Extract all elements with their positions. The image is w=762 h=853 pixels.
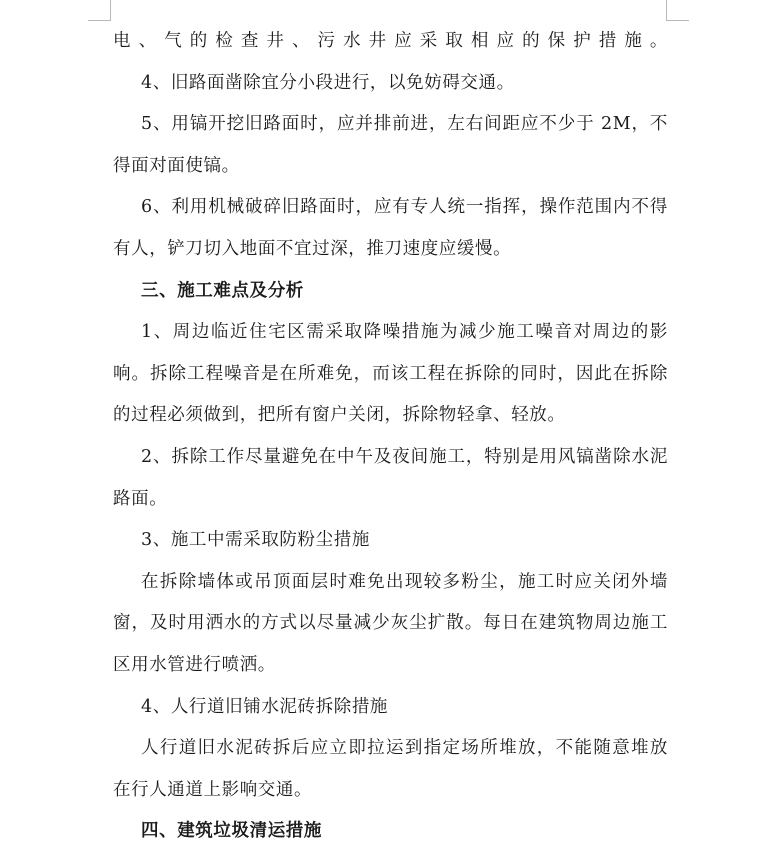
paragraph-line-13: 3、施工中需采取防粉尘措施 <box>141 530 370 551</box>
paragraph-line-14: 在拆除墙体或吊顶面层时难免出现较多粉尘，施工时应关闭外墙 <box>141 571 668 592</box>
paragraph-line-12: 路面。 <box>113 488 168 509</box>
crop-mark-left <box>88 0 111 21</box>
section-heading-3: 三、施工难点及分析 <box>141 280 304 301</box>
paragraph-line-11: 2、拆除工作尽量避免在中午及夜间施工，特别是用风镐凿除水泥 <box>141 446 668 467</box>
paragraph-line-6: 有人，铲刀切入地面不宜过深，推刀速度应缓慢。 <box>113 238 512 259</box>
paragraph-line-2: 4、旧路面凿除宜分小段进行，以免妨碍交通。 <box>141 72 515 93</box>
document-body <box>113 21 668 853</box>
paragraph-line-9: 响。拆除工程噪音是在所难免，而该工程在拆除的同时，因此在拆除 <box>113 363 668 384</box>
crop-mark-right <box>666 0 689 21</box>
paragraph-line-17: 4、人行道旧铺水泥砖拆除措施 <box>141 696 389 717</box>
paragraph-line-19: 在行人通道上影响交通。 <box>113 779 313 800</box>
paragraph-line-10: 的过程必须做到，把所有窗户关闭，拆除物轻拿、轻放。 <box>113 405 566 426</box>
paragraph-line-5: 6、利用机械破碎旧路面时，应有专人统一指挥，操作范围内不得 <box>141 197 668 218</box>
paragraph-line-3: 5、用镐开挖旧路面时，应并排前进，左右间距应不少于 2M，不 <box>141 114 668 135</box>
paragraph-line-16: 区用水管进行喷洒。 <box>113 654 276 675</box>
paragraph-line-1: 电、气的检查井、污水井应采取相应的保护措施。 <box>113 31 668 51</box>
paragraph-line-4: 得面对面使镐。 <box>113 155 240 176</box>
paragraph-line-8: 1、周边临近住宅区需采取降噪措施为减少施工噪音对周边的影 <box>141 322 668 343</box>
paragraph-line-15: 窗，及时用洒水的方式以尽量减少灰尘扩散。每日在建筑物周边施工 <box>113 613 668 634</box>
section-heading-4: 四、建筑垃圾清运措施 <box>141 821 322 842</box>
paragraph-line-18: 人行道旧水泥砖拆后应立即拉运到指定场所堆放，不能随意堆放 <box>141 738 668 759</box>
